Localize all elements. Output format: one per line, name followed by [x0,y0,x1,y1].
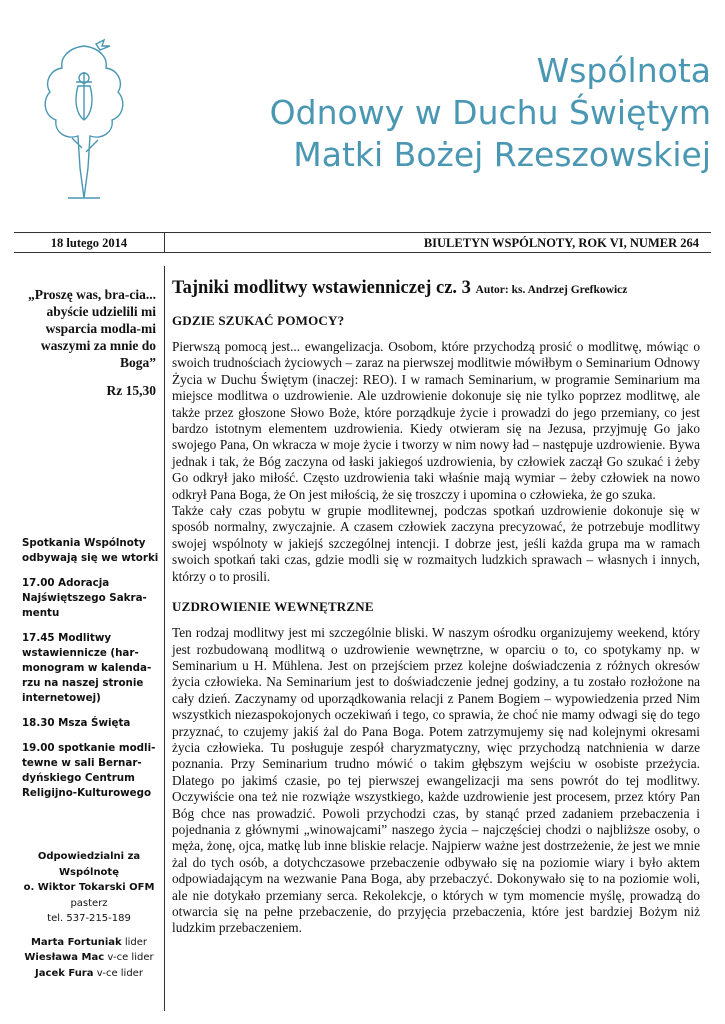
header-rule-top [14,232,711,233]
section-heading: UZDROWIENIE WEWNĘTRZNE [172,599,374,615]
leader-role: lider [124,936,148,948]
article [172,278,700,937]
leader-item [14,935,164,951]
article-paragraph: Także cały czas pobytu w grupie modlitewnej, podczas spotkań uzdrowienie dokonuje się w sposób normalny, zwyczajnie. A czasem człowiek zaczyna precyzować, że potrzebuje modlitwy swojej wspólnoty w jakiejś szczególnej intencji. I dobrze jest, jeśli każda grupa ma w ramach swoich spotkań taki czas, gdzie modli się w rozmaitych ludzkich sprawach – własnych i innych, którzy o to prosili. [172,503,700,584]
article-title: Tajniki modlitwy wstawienniczej cz. 3 [172,278,471,298]
article-author: Autor: ks. Andrzej Grefkowicz [475,284,628,296]
phone: tel. 537-215-189 [47,913,131,924]
masthead-line-2: Odnowy w Duchu Świętym [269,93,711,132]
masthead-line-1: Wspólnota [536,51,711,90]
article-paragraph: Ten rodzaj modlitwy jest mi szczególnie bliski. W naszym ośrodku organizujemy weekend, który jest rozbudowaną modlitwą o uzdrowienie wewnętrzne, w oparciu o to, co spotykamy np. w Seminarium u H. Mühlena. Jest on przejściem przez kolejne doświadczenia z różnych okresów życia człowieka. Na Seminarium jest to doświadczenie jednej godziny, a tu zostało rozłożone na cały dzień. Zaczynamy od uporządkowania relacji z Panem Bogiem – wypowiedzenia przed Nim wszystkich niezaspokojonych oczekiwań i tego, co sprawia, że choć nie mamy odwagi się do tego przyznać, to czujemy jakiś żal do Pana Boga. Potem zatrzymujemy się nad kolejnymi okresami życia człowieka. Tu posługuje zespół charyzmatyczny, więc przychodzą natchnienia w darze poznania. Przy Seminarium trudno mówić o takim głębszym wejściu w osobiste przeżycia. Dlatego po jakimś czasie, po tej pierwszej ewangelizacji ma sens powrót do tej modlitwy. Oczywiście ona też nie rozwiąże wszystkiego, każde uzdrowienie jest procesem, przez który Pan Bóg chce nas prowadzić. Powoli przychodzi czas, by stanąć przed zadaniem przebaczenia i pojednania z głównymi „winowajcami” naszego życia – najczęściej chodzi o najbliższe osoby, o męża, żonę, ojca, matkę lub inne bliskie relacje. Najpierw ważne jest dostrzeżenie, że jest we mnie żal do tych osób, a dotychczasowe przebaczenie odbywało się na poziomie wiary i było aktem odpowiadającym na wezwanie Pana Boga, aby przebaczyć. Dokonywało się to na poziomie woli, ale nie dotykało przemiany serca. Rekolekcje, o których w tym momencie myślę, prowadzą do otwarcia się na pełne przebaczenie, do przyjęcia przebaczenia, które jest bardziej Bożym niż ludzkim przebaczeniem. [172,625,700,936]
leader-name: Wiesława Mac [24,952,105,963]
priest-name: o. Wiktor Tokarski OFM [23,882,155,893]
article-paragraph: Pierwszą pomocą jest... ewangelizacja. Osobom, które przychodzą prosić o modlitwę, mówiąc o swoich trudnościach życiowych – zaraz na pierwszej modlitwie mówiłbym o Seminarium Odnowy Życia w Duchu Świętym (inaczej: REO). I w ramach Seminarium, w programie Seminarium ma miejsce modlitwa o uzdrowienie. Ale uzdrowienie dokonuje się nie tylko poprzez modlitwę, ale także przez głoszone Słowo Boże, które porządkuje życie i prowadzi do jego przemiany, co jest bardzo istotnym elementem uzdrowienia. Kiedy otwieram się na Jezusa, przyjmuję Go jako swojego Pana, On wkracza w moje życie i tworzy w nim nowy ład – następuje uzdrowienie. Bywa jednak i tak, że Bóg zaczyna od łaski jakiegoś uzdrowienia, by człowiek zaczął Go szukać i żeby Go odkrył jako miłość. Często uzdrowienia taki właśnie mają wymiar – żeby człowiek na nowo odkrył Pana Boga, że On jest miłością, że się troszczy i upomina o człowieka, że go szuka. [172,339,700,502]
header-divider [164,233,165,252]
schedule-item: Spotkania Wspólnoty odbywają się we wtorki [22,537,159,564]
quote-reference: Rz 15,30 [106,383,156,398]
section-heading: GDZIE SZUKAĆ POMOCY? [172,313,345,328]
schedule-item: 18.30 Msza Święta [22,717,131,729]
masthead-title [186,50,711,176]
header-rule-bottom [14,252,711,253]
sidebar-quote: „Proszę was, bra-cia... abyście udzielili mi wsparcia modla-mi waszymi za mnie do Boga” [28,287,156,370]
leaders-list [14,935,164,982]
issue-date: 18 lutego 2014 [50,236,128,250]
tree-madonna-icon [38,38,130,208]
leader-item [14,966,164,982]
masthead-line-3: Matki Bożej Rzeszowskiej [293,135,711,174]
article-title-line [172,278,700,299]
issue-number: BIULETYN WSPÓLNOTY, ROK VI, NUMER 264 [423,236,699,250]
leader-item [14,950,164,966]
leader-name: Jacek Fura [35,967,94,979]
priest-role: pasterz [70,897,108,909]
contacts-heading: Odpowiedzialni za Wspólnotę [37,851,141,878]
sidebar [14,286,160,399]
contacts [14,849,164,981]
column-divider [164,266,165,1011]
leader-role: v-ce lider [107,952,154,963]
leader-name: Marta Fortuniak [30,936,122,948]
leader-role: v-ce lider [96,967,143,979]
schedule-item: 17.45 Modlitwy wstawiennicze (har-monogram w kalenda-rzu na naszej stronie internetowej) [22,632,152,704]
schedule-item: 17.00 Adoracja Najświętszego Sakra-mentu [22,577,147,619]
meeting-schedule [22,536,162,811]
schedule-item: 19.00 spotkanie modli-tewne w sali Bernar-dyńskiego Centrum Religijno-Kulturowego [22,742,156,799]
